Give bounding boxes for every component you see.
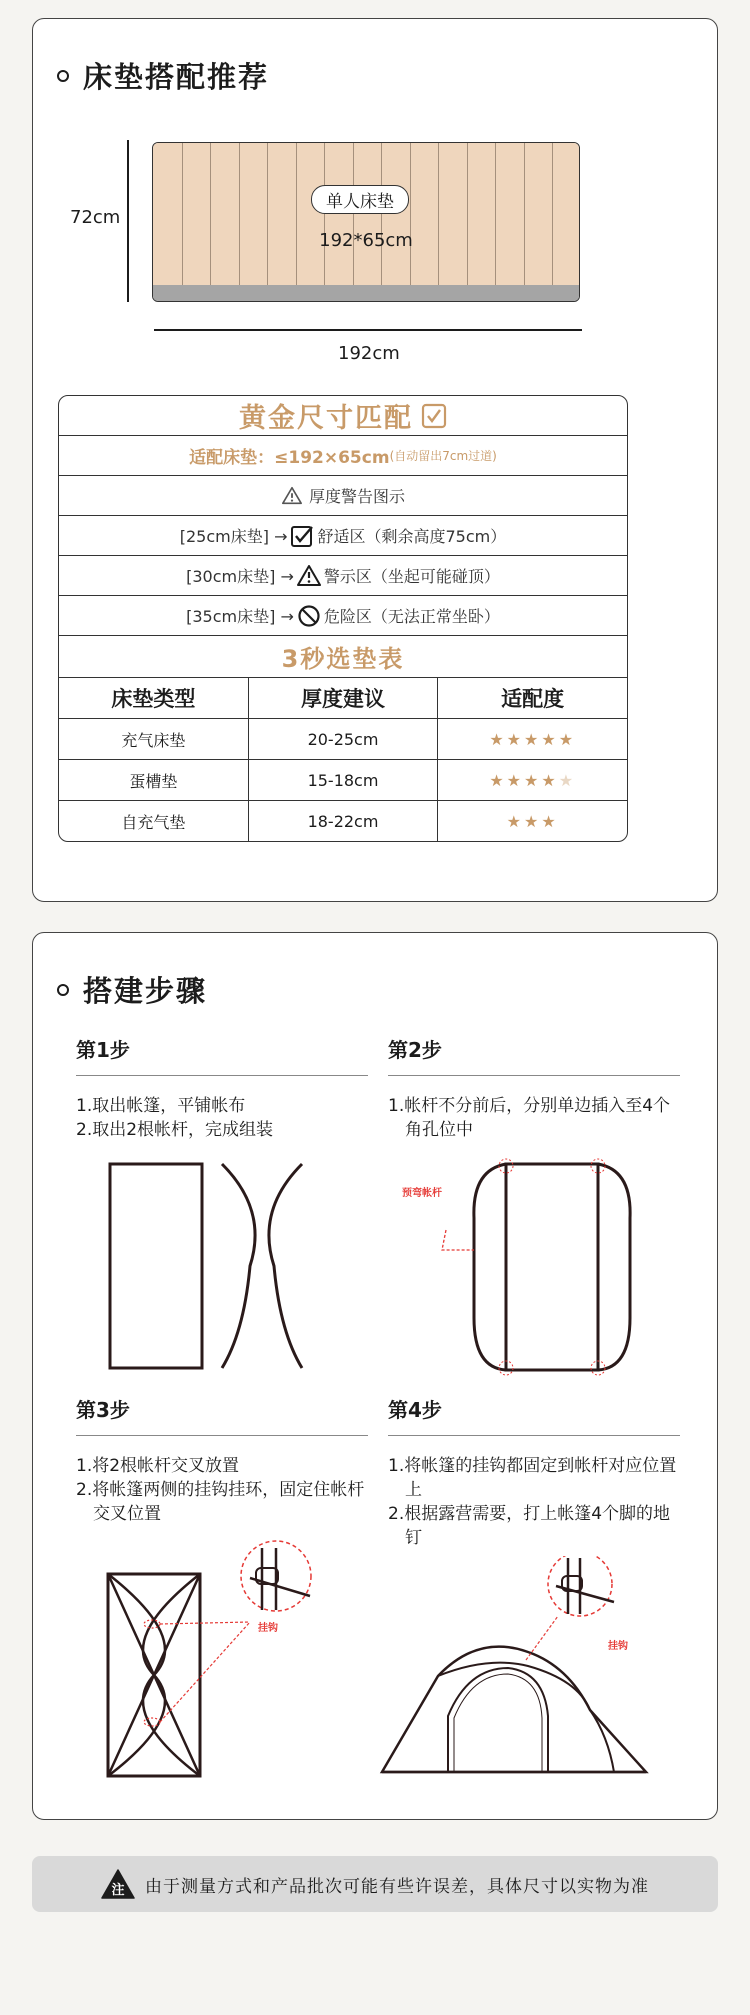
mattress-stripe bbox=[552, 143, 553, 287]
section-title: 搭建步骤 bbox=[83, 974, 208, 1008]
mattress-stripe bbox=[410, 143, 411, 287]
check-box-icon bbox=[421, 403, 447, 429]
step-text bbox=[76, 1454, 368, 1526]
star-icon: ★ bbox=[524, 770, 542, 790]
gold-title: 黄金尺寸匹配 bbox=[239, 403, 413, 434]
step-title: 第1步 bbox=[76, 1034, 368, 1076]
step-text bbox=[76, 1094, 368, 1142]
mattress-type-cell: 蛋槽垫 bbox=[59, 760, 249, 800]
star-icon: ★ bbox=[524, 729, 542, 749]
col-header: 床垫类型 bbox=[59, 678, 249, 718]
star-icon: ★ bbox=[506, 770, 524, 790]
star-icon: ★ bbox=[541, 770, 559, 790]
thickness-row-25 bbox=[59, 516, 627, 556]
mattress-stripe bbox=[182, 143, 183, 287]
thickness-cell: 18-22cm bbox=[249, 801, 439, 841]
height-label: 72cm bbox=[70, 207, 121, 228]
check-box-icon bbox=[290, 524, 314, 548]
step-line: 2.根据露营需要，打上帐篷4个脚的地钉 bbox=[388, 1504, 671, 1548]
step-line: 1.帐杆不分前后，分别单边插入至4个角孔位中 bbox=[388, 1096, 671, 1140]
zone-label: 危险区（无法正常坐卧） bbox=[323, 607, 500, 626]
step1-illustration bbox=[100, 1160, 320, 1372]
prohibited-icon bbox=[297, 604, 321, 628]
step-1 bbox=[76, 1034, 368, 1142]
mattress-stripe bbox=[353, 143, 354, 287]
star-icon: ★ bbox=[541, 729, 559, 749]
fit-label: 适配床垫：≤192×65cm bbox=[189, 448, 390, 468]
rating-stars bbox=[438, 760, 627, 800]
col-header: 适配度 bbox=[501, 687, 565, 711]
step-line: 1.取出帐篷，平铺帐布 bbox=[76, 1096, 246, 1116]
step-line: 1.将2根帐杆交叉放置 bbox=[76, 1456, 240, 1476]
mattress-type-pill: 单人床垫 bbox=[311, 185, 409, 214]
thickness-label: [25cm床垫] → bbox=[179, 527, 288, 546]
table-header bbox=[59, 678, 627, 719]
step-title: 第4步 bbox=[388, 1394, 680, 1436]
star-icon: ★ bbox=[506, 729, 524, 749]
length-dimension-line bbox=[154, 329, 582, 331]
rating-stars bbox=[438, 801, 627, 841]
bullet-circle-icon bbox=[57, 70, 69, 82]
thickness-label: [30cm床垫] → bbox=[186, 567, 294, 586]
note-triangle-icon bbox=[101, 1869, 135, 1899]
star-icon: ★ bbox=[524, 811, 542, 831]
mattress-type-cell: 充气床垫 bbox=[59, 719, 249, 759]
step-line: 1.将帐篷的挂钩都固定到帐杆对应位置上 bbox=[388, 1456, 677, 1500]
step-title: 第3步 bbox=[76, 1394, 368, 1436]
mattress-top bbox=[153, 143, 579, 287]
col-header: 厚度建议 bbox=[249, 678, 439, 718]
thickness-cell: 20-25cm bbox=[249, 719, 439, 759]
step-4 bbox=[388, 1394, 680, 1550]
mattress-stripe bbox=[267, 143, 268, 287]
mattress-stripe bbox=[438, 143, 439, 287]
note-icon-text: 注 bbox=[111, 1883, 125, 1898]
step-text bbox=[388, 1454, 680, 1550]
warning-title-row bbox=[59, 476, 627, 516]
table-row bbox=[59, 760, 627, 801]
rating-stars bbox=[438, 719, 627, 759]
length-label: 192cm bbox=[338, 343, 400, 364]
star-icon: ★ bbox=[541, 811, 559, 831]
table-row bbox=[59, 801, 627, 841]
thickness-cell: 15-18cm bbox=[249, 760, 439, 800]
table-row bbox=[59, 719, 627, 760]
section-title: 床垫搭配推荐 bbox=[83, 60, 270, 94]
step4-illustration bbox=[378, 1556, 678, 1788]
mattress-type-cell: 自充气垫 bbox=[59, 801, 249, 841]
mattress-base bbox=[153, 285, 579, 301]
mattress-stripe bbox=[296, 143, 297, 287]
step3-illustration bbox=[100, 1538, 340, 1780]
warning-triangle-icon bbox=[297, 564, 321, 588]
thickness-row-35 bbox=[59, 596, 627, 636]
disclaimer-bar bbox=[32, 1856, 718, 1912]
callout-label: 预弯帐杆 bbox=[402, 1188, 442, 1199]
section-header bbox=[57, 55, 269, 96]
callout-label: 挂钩 bbox=[608, 1641, 628, 1652]
warning-triangle-icon bbox=[281, 485, 303, 507]
height-dimension-line bbox=[127, 140, 129, 302]
step2-illustration bbox=[396, 1158, 646, 1380]
step-text bbox=[388, 1094, 680, 1142]
callout-label: 挂钩 bbox=[258, 1623, 278, 1634]
quick-select-title: 3秒选垫表 bbox=[59, 636, 627, 678]
thickness-label: [35cm床垫] → bbox=[186, 607, 294, 626]
mattress-stripe bbox=[324, 143, 325, 287]
star-icon: ★ bbox=[558, 770, 577, 790]
mattress-stripe bbox=[210, 143, 211, 287]
zone-label: 舒适区（剩余高度75cm） bbox=[317, 527, 507, 546]
step-line: 2.将帐篷两侧的挂钩挂环，固定住帐杆交叉位置 bbox=[76, 1480, 365, 1524]
step-line: 2.取出2根帐杆，完成组装 bbox=[76, 1120, 274, 1140]
step-2 bbox=[388, 1034, 680, 1142]
mattress-stripe bbox=[467, 143, 468, 287]
mattress-stripe bbox=[495, 143, 496, 287]
gold-title-row bbox=[59, 396, 627, 436]
mattress-stripe bbox=[524, 143, 525, 287]
gold-size-table bbox=[58, 395, 628, 842]
warning-title: 厚度警告图示 bbox=[308, 487, 405, 506]
bullet-circle-icon bbox=[57, 984, 69, 996]
mattress-stripe bbox=[381, 143, 382, 287]
star-icon: ★ bbox=[489, 729, 507, 749]
star-icon: ★ bbox=[506, 811, 524, 831]
mattress-illustration bbox=[152, 142, 580, 302]
fit-note: (自动留出7cm过道) bbox=[389, 449, 497, 463]
fit-row bbox=[59, 436, 627, 476]
mattress-size-text: 192*65cm bbox=[319, 230, 413, 251]
star-icon: ★ bbox=[558, 729, 577, 749]
step-3 bbox=[76, 1394, 368, 1526]
zone-label: 警示区（坐起可能碰顶） bbox=[323, 567, 500, 586]
disclaimer-text: 由于测量方式和产品批次可能有些许误差，具体尺寸以实物为准 bbox=[145, 1876, 649, 1897]
step-title: 第2步 bbox=[388, 1034, 680, 1076]
star-icon: ★ bbox=[489, 770, 507, 790]
thickness-row-30 bbox=[59, 556, 627, 596]
mattress-stripe bbox=[239, 143, 240, 287]
section-header bbox=[57, 969, 207, 1010]
